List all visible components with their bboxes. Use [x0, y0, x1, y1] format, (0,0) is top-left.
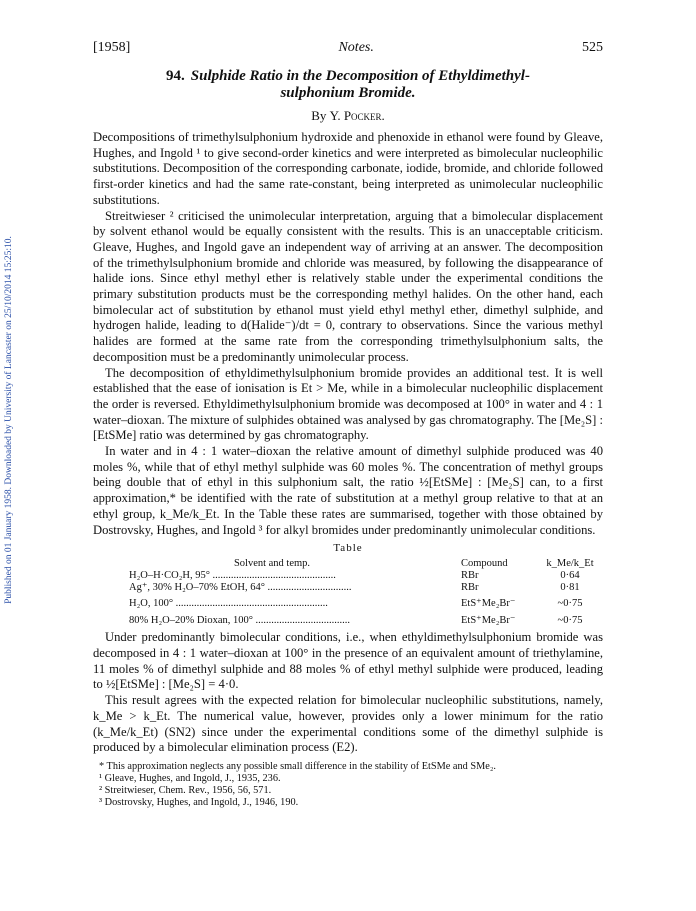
row-ratio: ~0·75	[557, 598, 583, 610]
running-header	[93, 40, 603, 59]
footnote-2: ² Streitwieser, Chem. Rev., 1956, 56, 571.	[99, 784, 272, 796]
title-line-1: Sulphide Ratio in the Decomposition of Ethyldimethyl-	[190, 68, 530, 84]
header-solvent: Solvent and temp.	[233, 558, 311, 570]
title-line-2: sulphonium Bromide.	[280, 85, 416, 101]
table-row	[93, 610, 603, 627]
byline-by: By	[311, 108, 327, 123]
row-compound: RBr	[461, 581, 479, 593]
footnote-asterisk: * This approximation neglects any possible small difference in the stability of EtSMe and SMe₂.	[99, 760, 496, 772]
rate-ratio-table	[93, 557, 603, 626]
header-ratio: k_Me/k_Et	[546, 558, 594, 570]
paragraph-1: Decompositions of trimethylsulphonium hydroxide and phenoxide in ethanol were found by Gleave, Hughes, and Ingold ¹ to give second-order kinetics and were interpreted as bimolecular nucleophilic substitutions. Decomposition of the corresponding carbonate, iodide, bromide, and chloride followed first-order kinetics and had the same rate-constant, being interpreted as unimolecular nucleophilic substitutions.	[93, 130, 603, 207]
header-page-number: 525	[582, 40, 603, 55]
article-title	[93, 68, 603, 102]
row-solvent: H₂O–H·CO₂H, 95° ...............................................	[129, 570, 336, 582]
footnotes	[93, 761, 603, 809]
paragraph-2: Streitwieser ² criticised the unimolecular interpretation, arguing that a bimolecular displacement by solvent ethanol would be equally consistent with the results. This is an unacceptable criticism. Gleave, Hughes, and Ingold gave an independent way of arriving at an answer. The decomposition of the trimethylsulphonium bromide and chloride was measured, by following the disappearance of halide ions. Since ethyl methyl ether is relatively stable under the experimental conditions the primary substitution products must be the corresponding methyl halides. On the other hand, each bimolecular act of substitution by ethanol must yield ethyl methyl ether, dimethyl sulphide, and hydrogen halide, leading to d(Halide⁻)/dt = 0, contrary to observations. Since the various methyl halides are formed at the same rate from the corresponding trimethylsulphonium salts, the decomposition must be a predominantly unimolecular process.	[93, 208, 603, 364]
row-solvent: 80% H₂O–20% Dioxan, 100° ....................................	[129, 614, 351, 626]
row-compound: RBr	[461, 570, 479, 582]
footnote-3: ³ Dostrovsky, Hughes, and Ingold, J., 1946, 190.	[99, 796, 299, 808]
article-body	[93, 130, 603, 756]
header-year: [1958]	[93, 40, 131, 55]
table-header-row	[93, 557, 603, 570]
row-solvent: H₂O, 100° ..........................................................	[129, 598, 328, 610]
table-row	[93, 593, 603, 610]
paragraph-6: This result agrees with the expected relation for bimolecular nucleophilic substitutions, namely, k_Me > k_Et. The numerical value, however, provides only a lower minimum for the ratio (k_Me/k_Et) (SN2) since under the experimental conditions some of the dimethyl sulphide is produced by a bimolecular elimination process (E2).	[93, 693, 603, 755]
row-solvent: Ag⁺, 30% H₂O–70% EtOH, 64° ................................	[129, 581, 352, 593]
row-compound: EtS⁺Me₂Br⁻	[461, 598, 516, 610]
watermark-text: Published on 01 January 1958. Downloaded by University of Lancaster on 25/10/2014 15:25:10.	[4, 236, 14, 604]
table-row	[93, 570, 603, 582]
header-compound: Compound	[461, 558, 508, 570]
table-caption: Table	[333, 542, 363, 555]
download-provenance-watermark	[2, 40, 16, 800]
table-row	[93, 582, 603, 594]
article-number: 94.	[166, 68, 185, 84]
header-section: Notes.	[338, 40, 374, 55]
footnote-1: ¹ Gleave, Hughes, and Ingold, J., 1935, 236.	[99, 772, 281, 784]
row-ratio: ~0·75	[557, 614, 583, 626]
journal-page	[93, 40, 603, 809]
byline	[93, 108, 603, 124]
row-compound: EtS⁺Me₂Br⁻	[461, 614, 516, 626]
paragraph-4: In water and in 4 : 1 water–dioxan the relative amount of dimethyl sulphide produced was 40 moles %, while that of ethyl methyl sulphide was 60 moles %. The concentration of methyl groups being double that of ethyl in this sulphonium salt, the ratio ½[EtSMe] : [Me₂S] can, to a first approximation,* be identified with the rate of substitution at a methyl group relative to that at an ethyl group, k_Me/k_Et. In the Table these rates are summarised, together with those obtained by Dostrovsky, Hughes, and Ingold ³ for alkyl bromides under predominantly unimolecular conditions.	[93, 444, 603, 537]
paragraph-5: Under predominantly bimolecular conditions, i.e., when ethyldimethylsulphonium bromide was decomposed in 4 : 1 water–dioxan at 100° in the presence of an equivalent amount of triethylamine, 11 moles % of dimethyl sulphide and 88 moles % of ethyl methyl sulphide were produced, leading to ½[EtSMe] : [Me₂S] = 4·0.	[93, 630, 603, 692]
row-ratio: 0·64	[560, 570, 580, 582]
paragraph-3: The decomposition of ethyldimethylsulphonium bromide provides an additional test. It is well established that the ease of ionisation is Et > Me, while in a bimolecular nucleophilic displacement the order is reversed. Ethyldimethylsulphonium bromide was decomposed at 100° in water and 4 : 1 water–dioxan. The mixture of sulphides obtained was analysed by gas chromatography. The [Me₂S] : [EtSMe] ratio was determined by gas chromatography.	[93, 365, 603, 443]
row-ratio: 0·81	[560, 581, 580, 593]
author-name: Y. Pocker.	[329, 108, 385, 123]
